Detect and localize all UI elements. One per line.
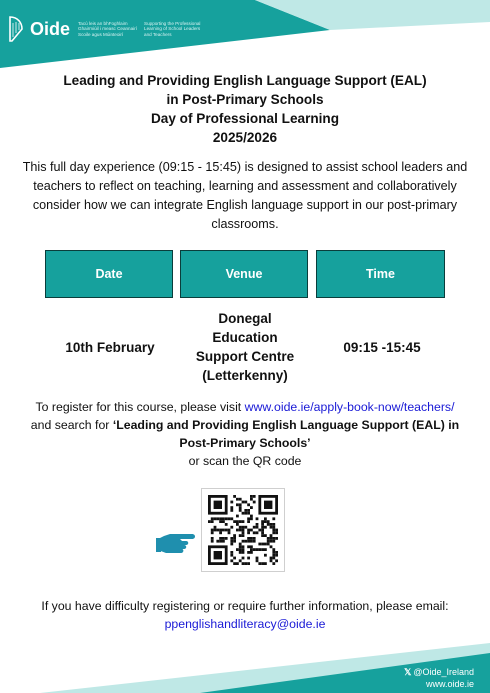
register-link[interactable]: www.oide.ie/apply-book-now/teachers/ (244, 400, 455, 414)
qr-code-icon (208, 495, 278, 565)
footer-website[interactable]: www.oide.ie (425, 679, 474, 689)
table-header-row (45, 250, 445, 298)
pointing-hand-icon (156, 530, 202, 554)
event-venue: Donegal Education Support Centre (Letterkenny) (195, 311, 295, 383)
brand-tagline-english: Supporting the Professional Learning of School Leaders and Teachers (144, 20, 201, 37)
x-logo-icon: 𝕏 (404, 667, 412, 677)
title-line-4: 2025/2026 (212, 130, 278, 145)
title-line-3: Day of Professional Learning (150, 111, 340, 126)
header-time: Time (316, 250, 445, 298)
register-suffix: or scan the QR code (188, 454, 302, 468)
register-middle: and search for (30, 418, 113, 432)
table-row (45, 304, 445, 390)
harp-icon (8, 15, 24, 43)
social-handle[interactable] (404, 666, 474, 678)
contact-email[interactable]: ppenglishandliteracy@oide.ie (164, 617, 326, 631)
event-date: 10th February (65, 339, 155, 355)
page-title (0, 71, 490, 147)
social-handle-text: @Oide_Ireland (413, 667, 474, 677)
qr-code[interactable] (201, 488, 285, 572)
course-name: ‘Leading and Providing English Language Support (EAL) in Post-Primary Schools’ (112, 418, 460, 450)
oide-logo (8, 12, 210, 46)
brand-name: Oide (30, 18, 71, 39)
contact-text: If you have difficulty registering or require further information, please email: (41, 599, 449, 613)
register-prefix: To register for this course, please visit (35, 400, 245, 414)
contact-info (30, 597, 460, 633)
title-line-1: Leading and Providing English Language Support (EAL) (63, 73, 427, 88)
header-date: Date (45, 250, 173, 298)
footer (404, 666, 474, 690)
header-venue: Venue (180, 250, 308, 298)
brand-tagline-irish: Tacú leis an bhFoghlaim Ghairmiúil i measc Ceannairí Scoile agus Múinteoirí (78, 20, 137, 37)
title-line-2: in Post-Primary Schools (166, 92, 324, 107)
intro-paragraph: This full day experience (09:15 - 15:45) is designed to assist school leaders and teachers to reflect on teaching, learning and assessment and collaboratively consider how we can integrate English language support in our post-primary classrooms. (22, 160, 468, 231)
register-instructions (30, 398, 460, 470)
event-time: 09:15 -15:45 (343, 339, 421, 355)
